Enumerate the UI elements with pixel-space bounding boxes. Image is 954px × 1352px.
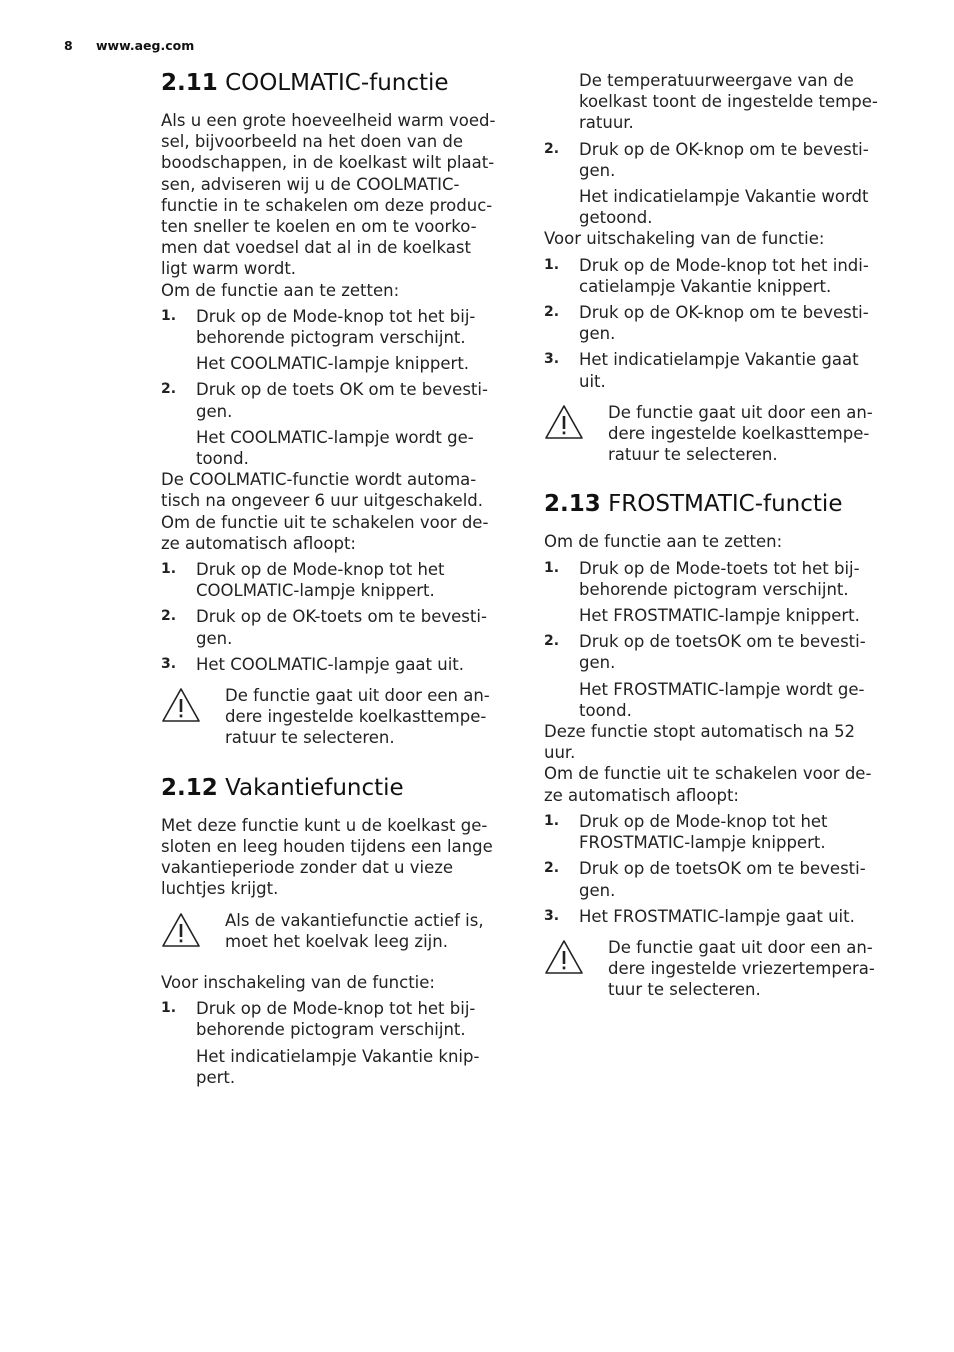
warning-icon xyxy=(544,939,584,975)
step-number: 3. xyxy=(544,351,560,368)
step-text: Druk op de OK-toets om te bevesti- gen. xyxy=(196,607,487,648)
step-number: 2. xyxy=(544,140,560,157)
warning-icon xyxy=(544,404,584,440)
vakantie-warning xyxy=(161,910,511,952)
step-item xyxy=(544,302,894,344)
step-item xyxy=(544,858,894,900)
step-text: Druk op de toets OK om te bevesti- gen. xyxy=(196,380,488,421)
coolmatic-on-label: Om de functie aan te zetten: xyxy=(161,280,400,300)
warning-text: De functie gaat uit door een an- dere ingestelde vriezertempera- tuur te selecteren. xyxy=(608,937,875,1000)
step-number: 3. xyxy=(161,655,177,672)
step-text: Druk op de OK-knop om te bevesti- gen. xyxy=(579,139,869,180)
section-heading-2-11: 2.11 COOLMATIC-functie xyxy=(161,70,449,96)
step-number: 1. xyxy=(544,559,560,576)
step-result: Het indicatielampje Vakantie wordt getoond. xyxy=(579,187,869,228)
coolmatic-on-steps xyxy=(161,306,511,469)
step-item xyxy=(161,379,511,421)
step-item xyxy=(544,255,894,297)
step-result: Het FROSTMATIC-lampje wordt ge- toond. xyxy=(579,679,865,720)
step-result: Het COOLMATIC-lampje knippert. xyxy=(196,354,470,374)
step-number: 2. xyxy=(544,304,560,321)
coolmatic-off-label: Om de functie uit te schakelen voor de- ze automatisch afloopt: xyxy=(161,512,489,553)
step-item xyxy=(544,631,894,673)
step-item xyxy=(544,558,894,600)
site-url: www.aeg.com xyxy=(96,38,195,53)
step-text: Druk op de Mode-knop tot het bij- behorende pictogram verschijnt. xyxy=(196,306,476,348)
warning-text: De functie gaat uit door een an- dere ingestelde koelkasttempe- ratuur te selecteren. xyxy=(608,402,873,465)
coolmatic-intro: Als u een grote hoeveelheid warm voed- sel, bijvoorbeeld na het doen van de boodschappen, in de koelkast wilt plaat- sen, adviseren wij u de COOLMATIC- functie in te schakelen om deze produc- ten sneller te koelen en om te voorko- men dat voedsel dat al in de koelkast ligt warm wordt. xyxy=(161,111,496,279)
vakantie-intro: Met deze functie kunt u de koelkast ge- sloten en leeg houden tijdens een lange vakantieperiode zonder dat u vieze luchtjes krijgt. xyxy=(161,815,493,899)
step-text: Druk op de Mode-knop tot het COOLMATIC-lampje knippert. xyxy=(196,560,445,601)
step-text: Druk op de Mode-knop tot het bij- behorende pictogram verschijnt. xyxy=(196,999,476,1040)
vakantie-continued: De temperatuurweergave van de koelkast toont de ingestelde tempe- ratuur. xyxy=(579,71,878,133)
warning-text: De functie gaat uit door een an- dere ingestelde koelkasttempe- ratuur te selecteren. xyxy=(225,686,490,748)
step-text: Druk op de toetsOK om te bevesti- gen. xyxy=(579,859,866,900)
step-number: 1. xyxy=(161,561,177,578)
step-result: Het indicatielampje Vakantie knip- pert. xyxy=(196,1046,480,1087)
right-column xyxy=(544,70,894,1001)
step-result: Het COOLMATIC-lampje wordt ge- toond. xyxy=(196,427,474,469)
step-item xyxy=(161,306,511,348)
step-number: 2. xyxy=(161,381,177,398)
step-number: 1. xyxy=(161,1000,177,1017)
step-item xyxy=(161,559,511,601)
coolmatic-off-steps xyxy=(161,559,511,675)
step-item xyxy=(161,654,511,675)
step-text: Het COOLMATIC-lampje gaat uit. xyxy=(196,654,465,674)
vakantie-off-warning xyxy=(544,402,894,466)
vakantie-off-steps xyxy=(544,255,894,392)
frostmatic-off-steps xyxy=(544,811,894,927)
frostmatic-on-label: Om de functie aan te zetten: xyxy=(544,532,783,552)
step-result: Het FROSTMATIC-lampje knippert. xyxy=(579,606,860,626)
step-item xyxy=(161,998,511,1040)
step-text: Druk op de Mode-knop tot het FROSTMATIC-lampje knippert. xyxy=(579,811,828,853)
step-text: Druk op de Mode-knop tot het indi- catielampje Vakantie knippert. xyxy=(579,255,869,296)
step-text: Het FROSTMATIC-lampje gaat uit. xyxy=(579,906,855,926)
left-column xyxy=(161,68,511,1088)
vakantie-step-2 xyxy=(544,139,894,229)
step-item xyxy=(544,139,894,181)
vakantie-on-steps xyxy=(161,998,511,1088)
section-heading-2-12: 2.12 Vakantiefunctie xyxy=(161,774,404,801)
step-item xyxy=(544,811,894,853)
step-number: 3. xyxy=(544,907,560,924)
step-number: 1. xyxy=(544,812,560,829)
step-number: 2. xyxy=(544,633,560,650)
step-number: 2. xyxy=(161,608,177,625)
warning-text: Als de vakantiefunctie actief is, moet het koelvak leeg zijn. xyxy=(225,910,484,951)
step-item xyxy=(161,606,511,648)
frostmatic-on-steps xyxy=(544,558,894,721)
section-heading-2-13: 2.13 FROSTMATIC-functie xyxy=(544,491,843,518)
step-number: 1. xyxy=(544,256,560,273)
coolmatic-auto-text: De COOLMATIC-functie wordt automa- tisch na ongeveer 6 uur uitgeschakeld. xyxy=(161,470,483,511)
vakantie-off-label: Voor uitschakeling van de functie: xyxy=(544,229,825,249)
coolmatic-warning xyxy=(161,685,511,749)
warning-icon xyxy=(161,912,201,948)
page-number: 8 xyxy=(64,38,73,53)
frostmatic-warning xyxy=(544,937,894,1001)
step-text: Druk op de toetsOK om te bevesti- gen. xyxy=(579,632,866,673)
frostmatic-auto-text: Deze functie stopt automatisch na 52 uur. xyxy=(544,722,856,763)
step-text: Het indicatielampje Vakantie gaat uit. xyxy=(579,350,859,391)
page-header xyxy=(64,38,194,53)
step-text: Druk op de OK-knop om te bevesti- gen. xyxy=(579,303,869,344)
step-item xyxy=(544,906,894,927)
warning-icon xyxy=(161,687,201,723)
step-number: 1. xyxy=(161,307,177,324)
vakantie-on-label: Voor inschakeling van de functie: xyxy=(161,972,435,992)
step-text: Druk op de Mode-toets tot het bij- behorende pictogram verschijnt. xyxy=(579,558,860,599)
step-item xyxy=(544,349,894,391)
step-number: 2. xyxy=(544,860,560,877)
frostmatic-off-label: Om de functie uit te schakelen voor de- ze automatisch afloopt: xyxy=(544,764,872,805)
